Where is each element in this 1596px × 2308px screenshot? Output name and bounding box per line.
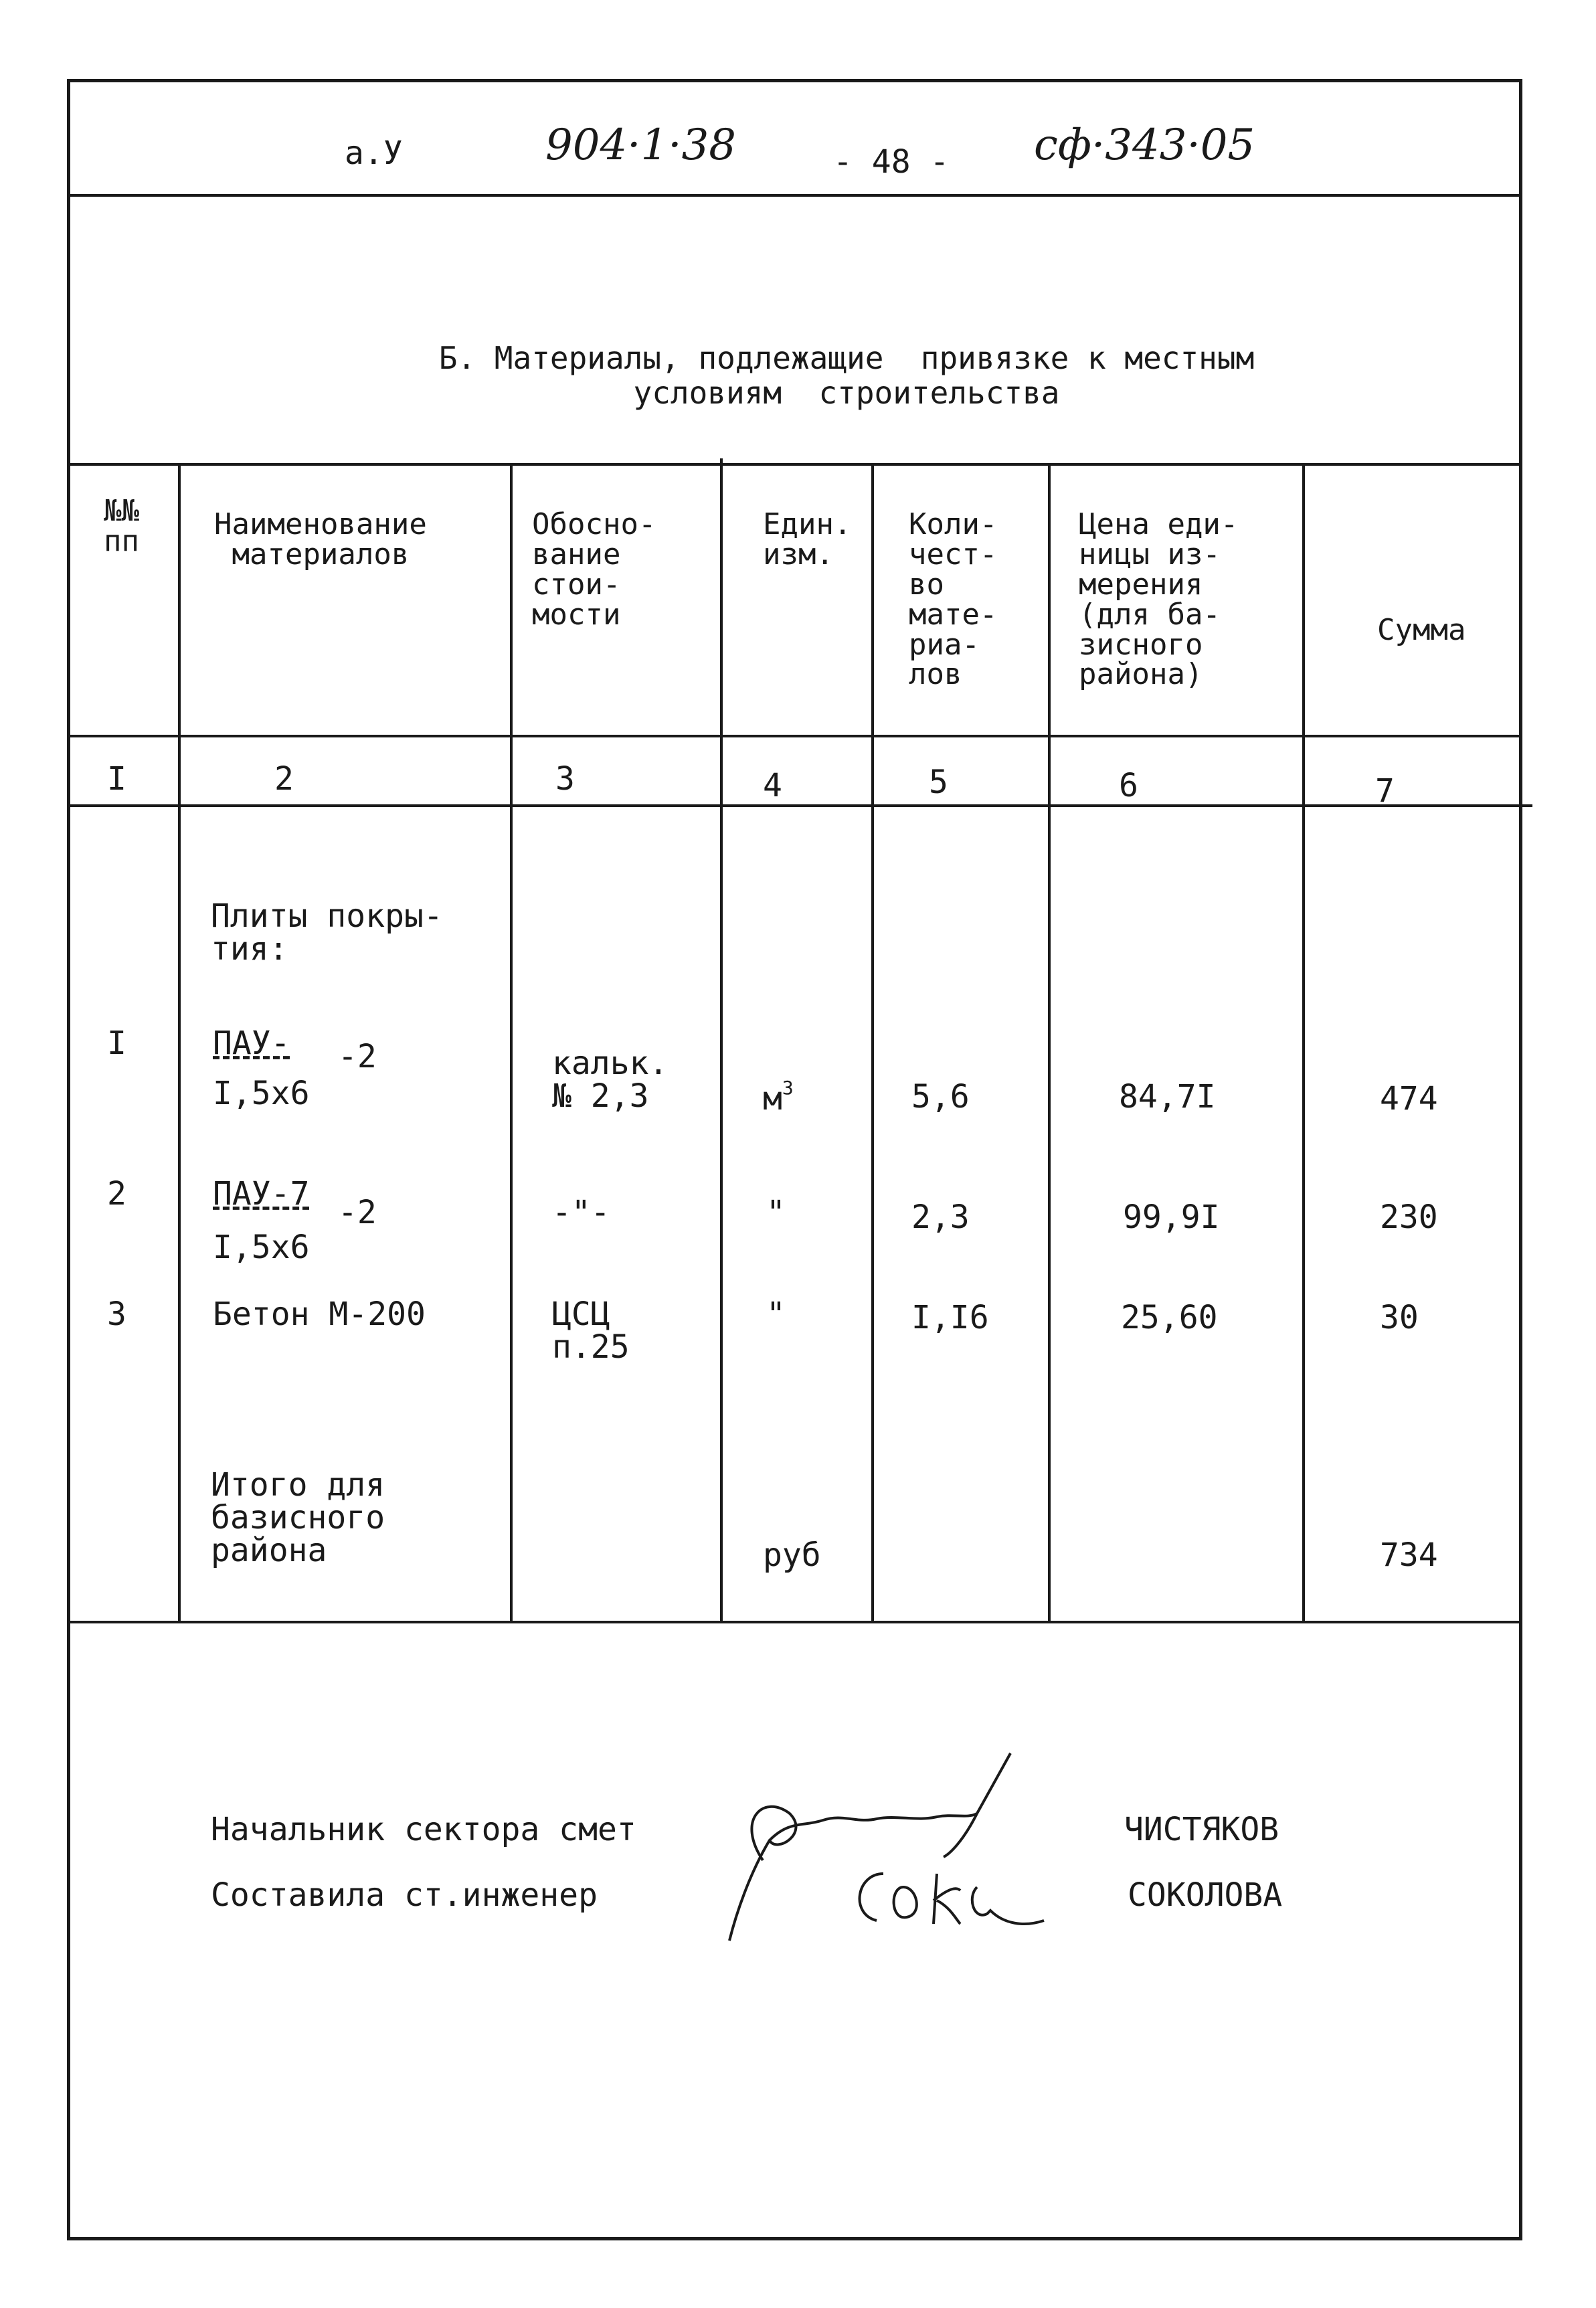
- row-3-quantity: I,I6: [911, 1299, 989, 1336]
- row-3-price: 25,60: [1121, 1299, 1218, 1336]
- project-code: 904·1·38: [545, 120, 736, 170]
- row-1-price: 84,7I: [1119, 1078, 1216, 1116]
- header-basis: Обосно- вание стои- мости: [532, 507, 656, 632]
- row-2-basis: -"-: [552, 1194, 610, 1231]
- row-2-sum: 230: [1380, 1199, 1438, 1236]
- column-numbers-border: [67, 804, 1532, 807]
- column-number-5: 5: [929, 764, 948, 801]
- header-number: №№ пп: [104, 494, 139, 558]
- col-divider-3: [720, 458, 723, 1621]
- signature-name-2: СОКОЛОВА: [1128, 1876, 1283, 1914]
- col-divider-2: [510, 463, 513, 1621]
- header-prefix: а.У: [345, 135, 403, 172]
- col-divider-1: [178, 463, 181, 1621]
- col-divider-5: [1048, 463, 1051, 1621]
- group-label: Плиты покры- тия:: [211, 897, 443, 968]
- row-2-price: 99,9I: [1123, 1199, 1220, 1236]
- row-1-unit-superscript: 3: [782, 1077, 794, 1099]
- row-2-quantity: 2,3: [911, 1199, 970, 1236]
- row-2-name-top: ПАУ-7: [213, 1175, 310, 1213]
- header-quantity: Коли- чест- во мате- риа- лов: [909, 507, 998, 692]
- signature-role-1: Начальник сектора смет: [211, 1811, 636, 1848]
- section-title-line1: Б. Материалы, подлежащие привязке к местным: [438, 340, 1255, 376]
- header-price: Цена еди- ницы из- мерения (для ба- зисного района): [1079, 507, 1239, 692]
- column-number-7: 7: [1375, 772, 1395, 810]
- header-unit: Един. изм.: [763, 507, 852, 571]
- signature-name-1: ЧИСТЯКОВ: [1124, 1811, 1279, 1848]
- total-sum: 734: [1380, 1536, 1438, 1574]
- header-name: Наименование материалов: [214, 507, 427, 571]
- header-sum: Сумма: [1377, 613, 1466, 647]
- column-number-4: 4: [763, 767, 782, 804]
- column-number-6: 6: [1119, 767, 1138, 804]
- total-label: Итого для базисного района: [211, 1466, 385, 1569]
- column-number-3: 3: [555, 760, 575, 798]
- row-3-sum: 30: [1380, 1299, 1419, 1336]
- row-1-name-top: ПАУ-: [213, 1025, 290, 1062]
- row-1-name-suffix: -2: [338, 1038, 377, 1075]
- page-number: - 48 -: [833, 143, 950, 181]
- col-divider-6: [1302, 463, 1305, 1621]
- row-3-number: 3: [107, 1296, 126, 1333]
- section-title-line2: условиям строительства: [633, 375, 1060, 411]
- sheet-code: сф·343·05: [1034, 120, 1255, 170]
- table-bottom-border: [67, 1621, 1522, 1623]
- row-3-name: Бетон М-200: [213, 1296, 426, 1333]
- row-2-name-suffix: -2: [338, 1194, 377, 1231]
- row-1-unit-base: м: [763, 1080, 782, 1118]
- row-1-quantity: 5,6: [911, 1078, 970, 1116]
- row-1-sum: 474: [1380, 1080, 1438, 1118]
- handwritten-signature-2: [843, 1860, 1071, 1981]
- row-1-number: I: [107, 1025, 126, 1062]
- row-2-name-bottom: I,5х6: [213, 1229, 310, 1266]
- row-1-name-bottom: I,5х6: [213, 1075, 310, 1112]
- row-3-unit: ": [766, 1296, 786, 1333]
- column-number-2: 2: [274, 760, 294, 798]
- row-2-unit: ": [766, 1194, 786, 1231]
- row-1-unit: [763, 1077, 794, 1118]
- row-2-number: 2: [107, 1175, 126, 1213]
- col-divider-4: [871, 463, 874, 1621]
- total-unit: руб: [763, 1536, 821, 1574]
- header-divider: [67, 194, 1522, 197]
- row-3-basis: ЦСЦ п.25: [552, 1296, 630, 1366]
- row-1-basis: кальк. № 2,3: [552, 1045, 669, 1115]
- column-number-1: I: [107, 760, 126, 798]
- signature-role-2: Составила ст.инженер: [211, 1876, 598, 1914]
